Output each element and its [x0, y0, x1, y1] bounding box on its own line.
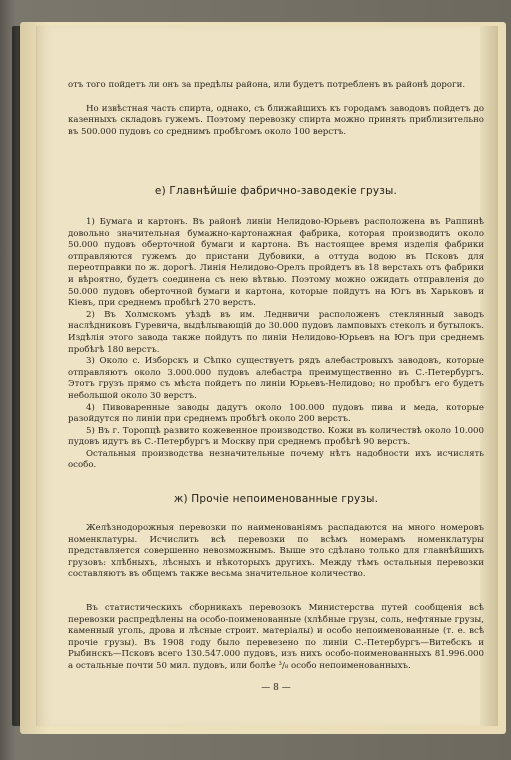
- paragraph: 5) Въ г. Торопцѣ развито кожевенное производство. Кожи въ количествѣ около 10.000 пудовъ идутъ въ С.-Петербургъ и Москву при среднемъ пробѣгѣ 90 верстъ.: [68, 425, 484, 448]
- section-e-heading: е) Главнѣйшіе фабрично-заводекіе грузы.: [154, 185, 398, 197]
- paragraph: 1) Бумага и картонъ. Въ районѣ линіи Нелидово-Юрьевъ расположена въ Раппинѣ довольно значительная бумажно-картонажная фабрика, которая производитъ около 50.000 пудовъ оберточной бумаги и картона. Въ настоящее время изделія фабрики отправляются гужемъ до пристани Дубовики, а оттуда водою въ Псковъ для переотправки по ж. дорогѣ. Линія Нелидово-Орелъ пройдетъ въ 18 верстахъ отъ фабрики и вѣроятно, будетъ соединена съ нею вѣтвью. Поэтому можно ожидать отправленія до 50.000 пудовъ оберточной бумаги и картона, которые пойдутъ на Югъ въ Харьковъ и Кіевъ, при среднемъ пробѣгѣ 270 верстъ.: [68, 217, 484, 309]
- page-number: — 8 —: [261, 683, 291, 693]
- paragraph: Въ статистическихъ сборникахъ перевозокъ Министерства путей сообщенія всѣ перевозки распредѣлены на особо-поименованные (хлѣбные грузы, соль, нефтяные грузы, каменный уголь, дрова и лѣсные строит. матеріалы) и особо непоименованные (т. е. всѣ прочіе грузы). Въ 1908 году было перевезено по линіи С.-Петербургъ—Витебскъ и Рыбинскъ—Псковъ всего 130.547.000 пудовъ, изъ нихъ особо-поименованныхъ 81.996.000 а остальные почти 50 мил. пудовъ, или болѣе ³/₈ особо непоименованныхъ.: [68, 602, 484, 671]
- section-zh-heading: ж) Прочіе непоименованные грузы.: [173, 493, 379, 505]
- intro-paragraph: Но извѣстная часть спирта, однако, съ ближайшихъ къ городамъ заводовъ пойдетъ до казенныхъ складовъ гужемъ. Поэтому перевозку спирта можно принять приблизительно въ 500.000 пудовъ со среднимъ пробѣгомъ около 100 верстъ.: [68, 103, 484, 137]
- paragraph: 2) Въ Холмскомъ уѣздѣ въ им. Леднвичи расположенъ стеклянный заводъ наслѣдниковъ Гуревича, выдѣлывающій до 30.000 пудовъ ламповыхъ стеколъ и бутылокъ. Издѣлія этого завода также пойдутъ по линіи Нелидово-Юрьевъ на Югъ при среднемъ пробѣгѣ 180 верстъ.: [68, 309, 484, 355]
- paragraph: 4) Пивоваренные заводы дадутъ около 100.000 пудовъ пива и меда, которые разойдутся по линіи при среднемъ пробѣгѣ около 200 верстъ.: [68, 402, 484, 425]
- section-zh-body: [68, 523, 484, 673]
- intro-paragraph: отъ того пойдетъ ли онъ за предѣлы района, или будетъ потребленъ въ районѣ дороги.: [68, 80, 466, 90]
- paragraph: 3) Около с. Изборскъ и Сѣпко существуетъ рядъ алебастровыхъ заводовъ, которые отправляютъ около 3.000.000 пудовъ алебастра преимущественно въ С.-Петербургъ. Этотъ грузъ прямо съ мѣста пойдетъ по линіи Юрьевъ-Нелидово; но пробѣгъ его будетъ небольшой около 30 верстъ.: [68, 356, 484, 401]
- intro-text: [68, 80, 484, 138]
- paragraph: Остальныя производства незначительные почему нѣтъ надобности ихъ исчислять особо.: [68, 448, 484, 471]
- section-e-body: [68, 217, 484, 472]
- paragraph: Желѣзнодорожныя перевозки по наименованіямъ распадаются на много номеровъ номенклатуры. Исчислить всѣ перевозки по всѣмъ номерамъ номенклатуры представляется совершенно невозможнымъ. Выше это сдѣлано только для главнѣйшихъ грузовъ: хлѣбныхъ, лѣсныхъ и нѣкоторыхъ другихъ. Между тѣмъ остальныя перевозки составляютъ въ общемъ также весьма значительное количество.: [68, 523, 484, 580]
